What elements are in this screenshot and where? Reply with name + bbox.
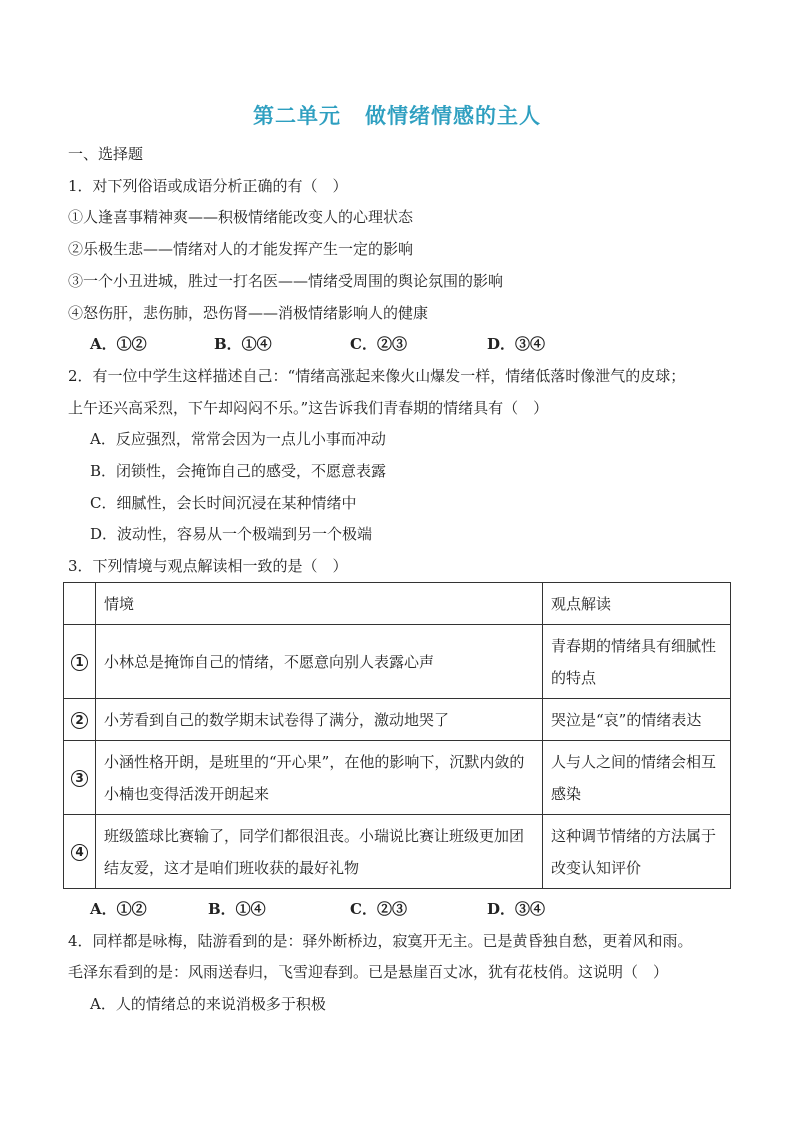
q1-item-3: ③一个小丑进城，胜过一打名医——情绪受周围的舆论氛围的影响 xyxy=(68,272,504,290)
q3-row-view: 人与人之间的情绪会相互感染 xyxy=(543,741,731,815)
q1-item-1: ①人逢喜事精神爽——积极情绪能改变人的心理状态 xyxy=(68,208,414,226)
q3-table-row xyxy=(64,699,731,741)
q3-row-number xyxy=(64,741,96,815)
q3-table-row xyxy=(64,741,731,815)
title-unit: 第二单元 xyxy=(253,104,341,128)
q3-table xyxy=(63,582,731,889)
q4-option-a: A．人的情绪总的来说消极多于积极 xyxy=(90,995,326,1013)
q3-header-view: 观点解读 xyxy=(543,583,731,625)
q2-stem-line1: 2．有一位中学生这样描述自己：“情绪高涨起来像火山爆发一样，情绪低落时像泄气的皮球； xyxy=(68,367,686,385)
title-topic: 做情绪情感的主人 xyxy=(365,104,541,128)
circled-number: 4 xyxy=(71,844,88,861)
q3-row-view: 青春期的情绪具有细腻性的特点 xyxy=(543,625,731,699)
q4-stem-line1: 4．同样都是咏梅，陆游看到的是：驿外断桥边，寂寞开无主。已是黄昏独自愁，更着风和雨。 xyxy=(68,932,693,950)
q2-option-c: C．细腻性，会长时间沉浸在某种情绪中 xyxy=(90,494,357,512)
q3-header-index xyxy=(64,583,96,625)
q3-choice-b: B．①④ xyxy=(208,900,266,918)
q3-row-situation: 小林总是掩饰自己的情绪，不愿意向别人表露心声 xyxy=(96,625,543,699)
q1-item-4: ④怒伤肝，悲伤肺，恐伤肾——消极情绪影响人的健康 xyxy=(68,304,429,322)
q3-row-situation: 班级篮球比赛输了，同学们都很沮丧。小瑞说比赛让班级更加团结友爱，这才是咱们班收获的最好礼物 xyxy=(96,815,543,889)
q1-choice-d: D．③④ xyxy=(487,335,546,353)
q3-row-view: 哭泣是“哀”的情绪表达 xyxy=(543,699,731,741)
q3-row-view: 这种调节情绪的方法属于改变认知评价 xyxy=(543,815,731,889)
q1-choice-b: B．①④ xyxy=(214,335,272,353)
q3-row-situation: 小涵性格开朗，是班里的“开心果”，在他的影响下，沉默内敛的小楠也变得活泼开朗起来 xyxy=(96,741,543,815)
q3-row-number xyxy=(64,625,96,699)
q3-table-row xyxy=(64,815,731,889)
q1-item-2: ②乐极生悲——情绪对人的才能发挥产生一定的影响 xyxy=(68,240,414,258)
q1-stem: 1．对下列俗语或成语分析正确的有（ ） xyxy=(68,177,348,195)
q1-choice-a: A．①② xyxy=(90,335,147,353)
q2-option-a: A．反应强烈，常常会因为一点儿小事而冲动 xyxy=(90,430,386,448)
q3-table-header xyxy=(64,583,731,625)
q2-option-b: B．闭锁性，会掩饰自己的感受，不愿意表露 xyxy=(90,462,387,480)
q3-row-situation: 小芳看到自己的数学期末试卷得了满分，激动地哭了 xyxy=(96,699,543,741)
circled-number: 2 xyxy=(71,712,88,729)
q3-choice-a: A．①② xyxy=(90,900,147,918)
q3-stem: 3．下列情境与观点解读相一致的是（ ） xyxy=(68,557,348,575)
q2-stem-line2: 上午还兴高采烈，下午却闷闷不乐。”这告诉我们青春期的情绪具有（ ） xyxy=(68,399,549,417)
q3-table-row xyxy=(64,625,731,699)
q3-row-number xyxy=(64,699,96,741)
circled-number: 3 xyxy=(71,770,88,787)
circled-number: 1 xyxy=(71,654,88,671)
q4-stem-line2: 毛泽东看到的是：风雨送春归，飞雪迎春到。已是悬崖百丈冰，犹有花枝俏。这说明（ ） xyxy=(68,963,669,981)
q3-header-situation: 情境 xyxy=(96,583,543,625)
section-heading: 一、选择题 xyxy=(68,145,144,163)
q1-choice-c: C．②③ xyxy=(350,335,407,353)
q3-row-number xyxy=(64,815,96,889)
q3-choice-d: D．③④ xyxy=(487,900,546,918)
q2-option-d: D．波动性，容易从一个极端到另一个极端 xyxy=(90,525,373,543)
page-title xyxy=(0,100,794,130)
q3-choice-c: C．②③ xyxy=(350,900,407,918)
